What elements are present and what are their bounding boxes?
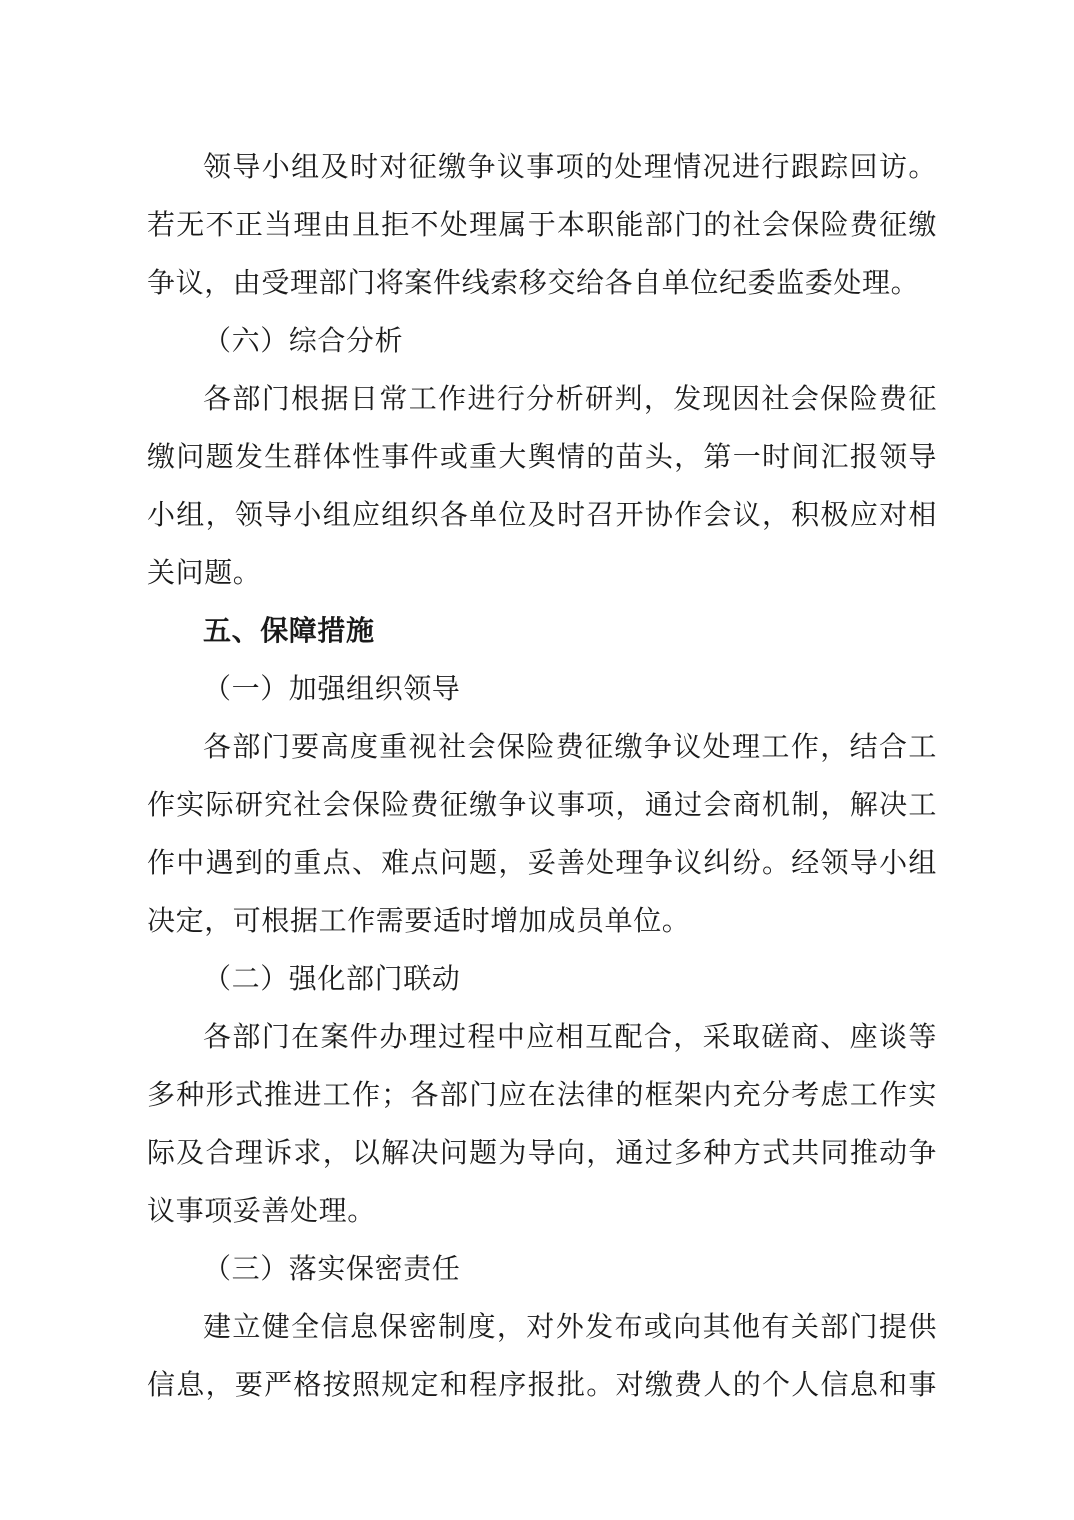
section-subheading: （一）加强组织领导: [203, 672, 461, 705]
paragraph-line: 信息，要严格按照规定和程序报批。对缴费人的个人信息和事: [147, 1368, 937, 1401]
paragraph-line: 小组，领导小组应组织各单位及时召开协作会议，积极应对相: [147, 498, 937, 531]
paragraph-line: 议事项妥善处理。: [147, 1194, 376, 1227]
document-body: [147, 138, 937, 1414]
paragraph-line: 建立健全信息保密制度，对外发布或向其他有关部门提供: [203, 1310, 937, 1343]
section-subheading: （二）强化部门联动: [203, 962, 461, 995]
paragraph-line: 关问题。: [147, 556, 262, 589]
paragraph-line: 缴问题发生群体性事件或重大舆情的苗头，第一时间汇报领导: [147, 440, 937, 473]
section-heading: 五、保障措施: [203, 614, 375, 647]
section-subheading: （六）综合分析: [203, 324, 404, 357]
paragraph-line: 各部门要高度重视社会保险费征缴争议处理工作，结合工: [203, 730, 937, 763]
paragraph-line: 决定，可根据工作需要适时增加成员单位。: [147, 904, 691, 937]
paragraph-line: 争议，由受理部门将案件线索移交给各自单位纪委监委处理。: [147, 266, 920, 299]
paragraph-line: 各部门根据日常工作进行分析研判，发现因社会保险费征: [203, 382, 937, 415]
paragraph-line: 作中遇到的重点、难点问题，妥善处理争议纠纷。经领导小组: [147, 846, 937, 879]
paragraph-line: 若无不正当理由且拒不处理属于本职能部门的社会保险费征缴: [147, 208, 937, 241]
paragraph-line: 作实际研究社会保险费征缴争议事项，通过会商机制，解决工: [147, 788, 937, 821]
paragraph-line: 各部门在案件办理过程中应相互配合，采取磋商、座谈等: [203, 1020, 937, 1053]
paragraph-line: 领导小组及时对征缴争议事项的处理情况进行跟踪回访。: [203, 150, 937, 183]
paragraph-line: 多种形式推进工作；各部门应在法律的框架内充分考虑工作实: [147, 1078, 937, 1111]
section-subheading: （三）落实保密责任: [203, 1252, 461, 1285]
paragraph-line: 际及合理诉求，以解决问题为导向，通过多种方式共同推动争: [147, 1136, 937, 1169]
